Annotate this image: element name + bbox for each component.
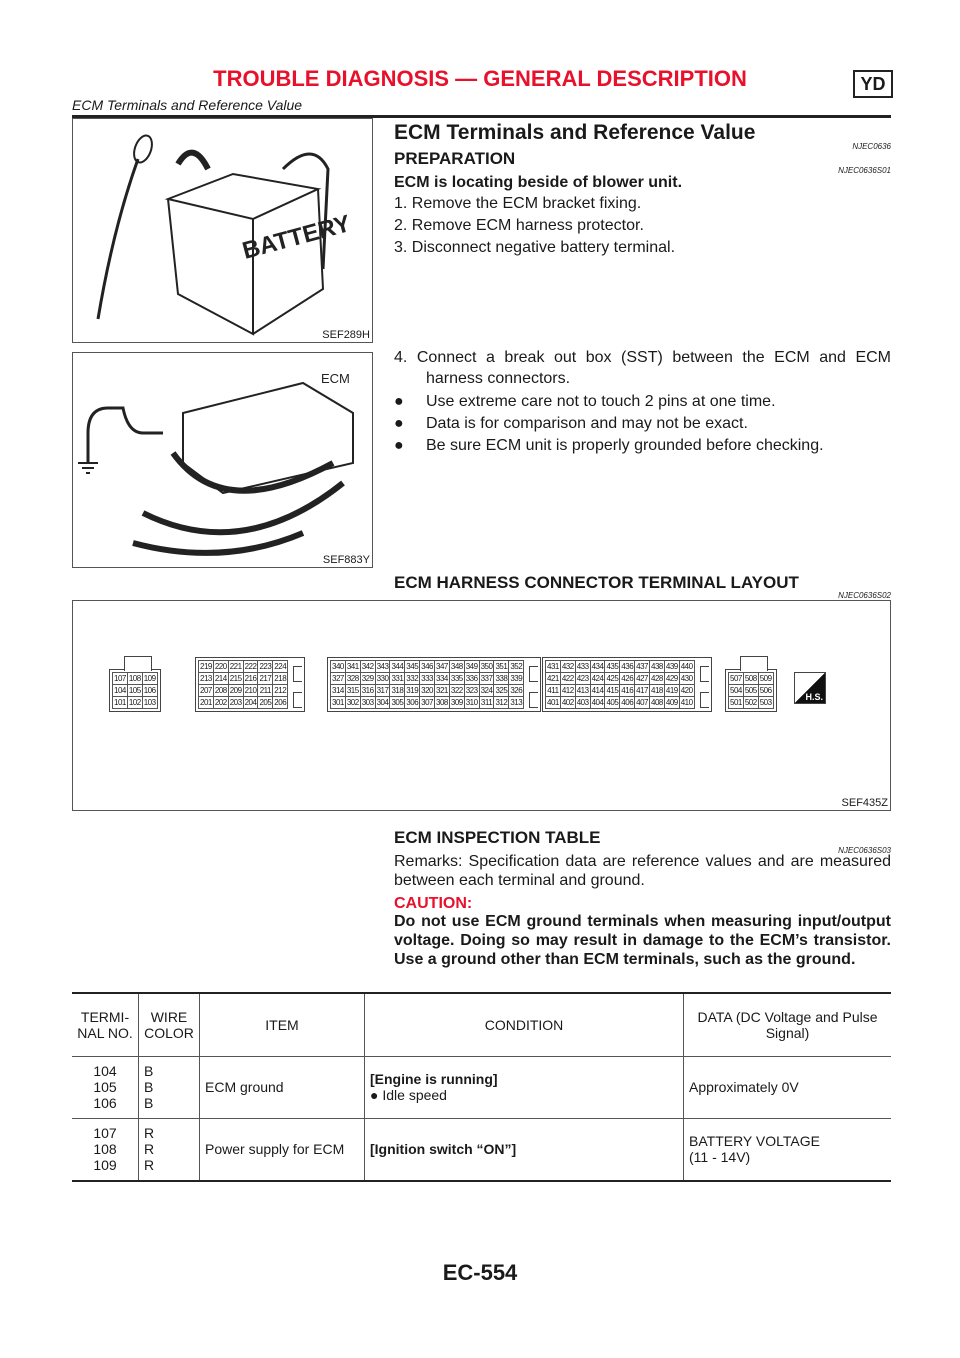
- terminal-pin: 423: [576, 674, 589, 683]
- terminal-pin: 402: [561, 698, 574, 707]
- terminal-pin: 312: [495, 698, 508, 707]
- terminal-pin: 504: [730, 686, 742, 695]
- ecm-figure: [72, 352, 373, 568]
- table-row: [72, 1056, 891, 1118]
- terminal-pin: 101: [114, 698, 126, 707]
- terminal-pin: 109: [143, 674, 156, 683]
- terminal-pin: 347: [436, 662, 448, 671]
- terminal-pin: 326: [510, 686, 523, 695]
- terminal-pin: 306: [406, 698, 419, 707]
- preparation-title: PREPARATION: [394, 149, 516, 168]
- bullet-icon: ●: [394, 415, 404, 432]
- terminal-pin: 206: [274, 698, 287, 707]
- terminal-pin: 429: [665, 674, 678, 683]
- step: 4. Connect a break out box (SST) between the ECM and ECM harness connectors.: [394, 349, 891, 387]
- terminal-pin: 418: [651, 686, 663, 695]
- terminal-pin: 214: [214, 674, 227, 683]
- terminal-pin: 507: [730, 674, 742, 683]
- col-wire-color: WIRE COLOR: [139, 993, 200, 1056]
- terminal-pin: 422: [561, 674, 574, 683]
- condition-cell: [Engine is running] ● Idle speed: [365, 1056, 684, 1118]
- terminal-pin: 335: [450, 674, 463, 683]
- col-terminal: TERMI-NAL NO.: [77, 1008, 133, 1041]
- connector-lock-tab: [529, 666, 538, 682]
- inspection-table: [72, 992, 891, 1182]
- terminal-pin: 440: [680, 662, 693, 671]
- connector-lock-tab: [700, 666, 709, 682]
- data-cell: BATTERY VOLTAGE (11 - 14V): [684, 1118, 892, 1181]
- col-condition: CONDITION: [365, 993, 684, 1056]
- terminal-pin: 310: [465, 698, 478, 707]
- terminal-pin: 107: [114, 674, 126, 683]
- terminal-pin: 201: [200, 698, 212, 707]
- terminal-pin: 433: [576, 662, 589, 671]
- terminal-pin: 438: [651, 662, 663, 671]
- terminal-pin: 308: [436, 698, 448, 707]
- terminal-pin: 503: [759, 698, 772, 707]
- terminal-pin: 342: [361, 662, 374, 671]
- terminal-pin: 224: [274, 662, 287, 671]
- preparation-code: NJEC0636S01: [838, 166, 891, 175]
- terminal-pin: 202: [214, 698, 227, 707]
- terminal-pin: 420: [680, 686, 693, 695]
- table-row: [72, 1118, 891, 1181]
- terminal-pin: 221: [229, 662, 242, 671]
- terminal-pin: 339: [510, 674, 523, 683]
- terminal-pin: 427: [636, 674, 649, 683]
- terminal-pin: 329: [361, 674, 374, 683]
- terminal-pin: 330: [376, 674, 389, 683]
- terminal-pin: 424: [591, 674, 604, 683]
- terminal-pin: 323: [465, 686, 478, 695]
- terminal-pin: 337: [480, 674, 493, 683]
- connector-lock-tab: [700, 692, 709, 708]
- connector-lock-tab: [529, 692, 538, 708]
- data-cell: Approximately 0V: [684, 1056, 892, 1118]
- terminal-pin: 304: [376, 698, 389, 707]
- terminal-pin: 331: [391, 674, 404, 683]
- hs-label: H.S.: [805, 692, 823, 702]
- item-cell: Power supply for ECM: [200, 1118, 365, 1181]
- terminal-pin: 435: [606, 662, 619, 671]
- terminal-pin: 319: [406, 686, 419, 695]
- terminal-pin: 102: [128, 698, 141, 707]
- terminal-pin: 334: [436, 674, 448, 683]
- page-subtitle: ECM Terminals and Reference Value: [72, 97, 303, 113]
- page-header-title: TROUBLE DIAGNOSIS — GENERAL DESCRIPTION: [213, 66, 747, 91]
- terminal-pin: 345: [406, 662, 419, 671]
- terminal-pin: 317: [376, 686, 389, 695]
- terminal-pin: 401: [547, 698, 559, 707]
- terminal-pin: 220: [214, 662, 227, 671]
- item-cell: ECM ground: [200, 1056, 365, 1118]
- terminal-pin: 104: [114, 686, 126, 695]
- layout-code: NJEC0636S02: [838, 591, 891, 600]
- connector-1: [109, 669, 161, 712]
- terminal-pin: 432: [561, 662, 574, 671]
- terminal-pin: 406: [621, 698, 634, 707]
- terminal-pin: 103: [143, 698, 156, 707]
- terminal-pin: 437: [636, 662, 649, 671]
- terminal-pin: 336: [465, 674, 478, 683]
- connector-5: [725, 669, 777, 712]
- terminal-cell: 107 108 109: [93, 1125, 117, 1174]
- connector-lock-tab: [293, 666, 302, 682]
- inspection-code: NJEC0636S03: [838, 846, 891, 855]
- terminal-pin: 344: [391, 662, 404, 671]
- terminal-pin: 302: [346, 698, 359, 707]
- terminal-pin: 208: [214, 686, 227, 695]
- terminal-pin: 352: [510, 662, 523, 671]
- wire-color-cell: B B B: [139, 1056, 200, 1118]
- battery-illustration: [73, 119, 372, 342]
- terminal-pin: 502: [744, 698, 757, 707]
- terminal-pin: 428: [651, 674, 663, 683]
- terminal-pin: 313: [510, 698, 523, 707]
- terminal-pin: 419: [665, 686, 678, 695]
- terminal-pin: 343: [376, 662, 389, 671]
- terminal-pin: 409: [665, 698, 678, 707]
- terminal-pin: 421: [547, 674, 559, 683]
- figure-caption: SEF435Z: [841, 797, 888, 809]
- terminal-pin: 309: [450, 698, 463, 707]
- terminal-cell: 104 105 106: [93, 1063, 117, 1111]
- figure-caption: SEF883Y: [322, 554, 370, 566]
- terminal-pin: 212: [274, 686, 287, 695]
- section-title: ECM Terminals and Reference Value: [394, 121, 756, 144]
- terminal-pin: 303: [361, 698, 374, 707]
- terminal-pin: 410: [680, 698, 693, 707]
- terminal-pin: 439: [665, 662, 678, 671]
- terminal-pin: 425: [606, 674, 619, 683]
- terminal-pin: 416: [621, 686, 634, 695]
- terminal-pin: 341: [346, 662, 359, 671]
- terminal-pin: 211: [259, 686, 271, 695]
- terminal-pin: 204: [244, 698, 257, 707]
- connector-lock-tab: [293, 692, 302, 708]
- terminal-pin: 324: [480, 686, 493, 695]
- preparation-lead: ECM is locating beside of blower unit.: [394, 174, 683, 191]
- terminal-pin: 106: [143, 686, 156, 695]
- battery-label: BATTERY: [239, 210, 354, 265]
- terminal-pin: 205: [259, 698, 272, 707]
- terminal-pin: 218: [274, 674, 287, 683]
- terminal-pin: 223: [259, 662, 272, 671]
- preparation-more: [394, 347, 891, 456]
- connector-layout-figure: [72, 600, 891, 811]
- terminal-pin: 217: [259, 674, 272, 683]
- battery-figure: [72, 118, 373, 343]
- caution-text: Do not use ECM ground terminals when measuring input/output voltage. Doing so may result in damage to the ECM’s transistor. Use a ground other than ECM terminals, such as the ground.: [394, 913, 891, 968]
- terminal-pin: 213: [200, 674, 212, 683]
- terminal-pin: 333: [421, 674, 434, 683]
- figure-caption: SEF289H: [322, 329, 370, 341]
- terminal-pin: 415: [606, 686, 619, 695]
- bullet-text: Use extreme care not to touch 2 pins at one time.: [426, 393, 776, 410]
- terminal-pin: 509: [759, 674, 772, 683]
- terminal-pin: 351: [495, 662, 508, 671]
- terminal-pin: 307: [421, 698, 434, 707]
- terminal-pin: 222: [244, 662, 257, 671]
- terminal-pin: 350: [480, 662, 493, 671]
- bullet-icon: ●: [370, 1087, 379, 1103]
- terminal-pin: 315: [346, 686, 359, 695]
- terminal-pin: 414: [591, 686, 604, 695]
- connector-2: [195, 657, 305, 712]
- bullet-icon: ●: [394, 393, 404, 410]
- terminal-pin: 340: [332, 662, 344, 671]
- wire-color-cell: R R R: [139, 1118, 200, 1181]
- terminal-pin: 301: [332, 698, 344, 707]
- terminal-pin: 105: [128, 686, 141, 695]
- terminal-pin: 203: [229, 698, 242, 707]
- terminal-pin: 412: [561, 686, 574, 695]
- terminal-pin: 348: [450, 662, 463, 671]
- bullet-text: Data is for comparison and may not be exact.: [426, 415, 748, 432]
- terminal-pin: 316: [361, 686, 374, 695]
- connector-lock-tab: [124, 656, 152, 671]
- terminal-pin: 426: [621, 674, 634, 683]
- terminal-pin: 349: [465, 662, 478, 671]
- terminal-pin: 434: [591, 662, 604, 671]
- terminal-pin: 346: [421, 662, 434, 671]
- terminal-pin: 403: [576, 698, 589, 707]
- terminal-pin: 506: [759, 686, 772, 695]
- step: 2. Remove ECM harness protector.: [394, 217, 644, 234]
- terminal-pin: 408: [651, 698, 663, 707]
- layout-title: ECM HARNESS CONNECTOR TERMINAL LAYOUT: [394, 573, 799, 592]
- terminal-pin: 209: [229, 686, 242, 695]
- terminal-pin: 219: [200, 662, 212, 671]
- terminal-pin: 325: [495, 686, 508, 695]
- preparation-steps: [394, 193, 891, 259]
- bullet-icon: ●: [394, 437, 404, 454]
- terminal-pin: 413: [576, 686, 589, 695]
- terminal-pin: 320: [421, 686, 434, 695]
- terminal-pin: 436: [621, 662, 634, 671]
- terminal-pin: 322: [450, 686, 463, 695]
- terminal-pin: 311: [480, 698, 493, 707]
- terminal-pin: 207: [200, 686, 212, 695]
- terminal-pin: 321: [436, 686, 448, 695]
- connector-4: [542, 657, 712, 712]
- step: 1. Remove the ECM bracket fixing.: [394, 195, 642, 212]
- terminal-pin: 108: [128, 674, 141, 683]
- terminal-pin: 508: [744, 674, 757, 683]
- terminal-pin: 407: [636, 698, 649, 707]
- remarks: Remarks: Specification data are reference values and are measured between each terminal and ground.: [394, 853, 891, 889]
- terminal-pin: 314: [332, 686, 344, 695]
- ecm-label: ECM: [321, 371, 350, 386]
- connector-lock-tab: [740, 656, 768, 671]
- step: 3. Disconnect negative battery terminal.: [394, 239, 676, 256]
- terminal-pin: 411: [547, 686, 559, 695]
- terminal-pin: 328: [346, 674, 359, 683]
- terminal-pin: 501: [730, 698, 742, 707]
- section-code: NJEC0636: [852, 142, 891, 151]
- page-number: EC-554: [442, 1260, 518, 1285]
- terminal-pin: 332: [406, 674, 419, 683]
- terminal-pin: 318: [391, 686, 404, 695]
- caution-label: CAUTION:: [394, 895, 473, 912]
- ecm-illustration: [73, 353, 372, 567]
- terminal-pin: 404: [591, 698, 604, 707]
- terminal-pin: 338: [495, 674, 508, 683]
- terminal-pin: 430: [680, 674, 693, 683]
- terminal-pin: 327: [332, 674, 344, 683]
- bullet-text: Be sure ECM unit is properly grounded before checking.: [426, 437, 824, 454]
- terminal-pin: 305: [391, 698, 404, 707]
- terminal-pin: 215: [229, 674, 242, 683]
- harness-side-icon: [794, 672, 826, 704]
- terminal-pin: 216: [244, 674, 257, 683]
- terminal-pin: 431: [547, 662, 559, 671]
- engine-badge: YD: [853, 70, 893, 98]
- col-data: DATA (DC Voltage and Pulse Signal): [684, 993, 892, 1056]
- terminal-pin: 210: [244, 686, 257, 695]
- condition-cell: [Ignition switch “ON”]: [365, 1118, 684, 1181]
- terminal-pin: 405: [606, 698, 619, 707]
- col-item: ITEM: [200, 993, 365, 1056]
- terminal-pin: 505: [744, 686, 757, 695]
- connector-3: [327, 657, 541, 712]
- inspection-title: ECM INSPECTION TABLE: [394, 828, 601, 847]
- terminal-pin: 417: [636, 686, 649, 695]
